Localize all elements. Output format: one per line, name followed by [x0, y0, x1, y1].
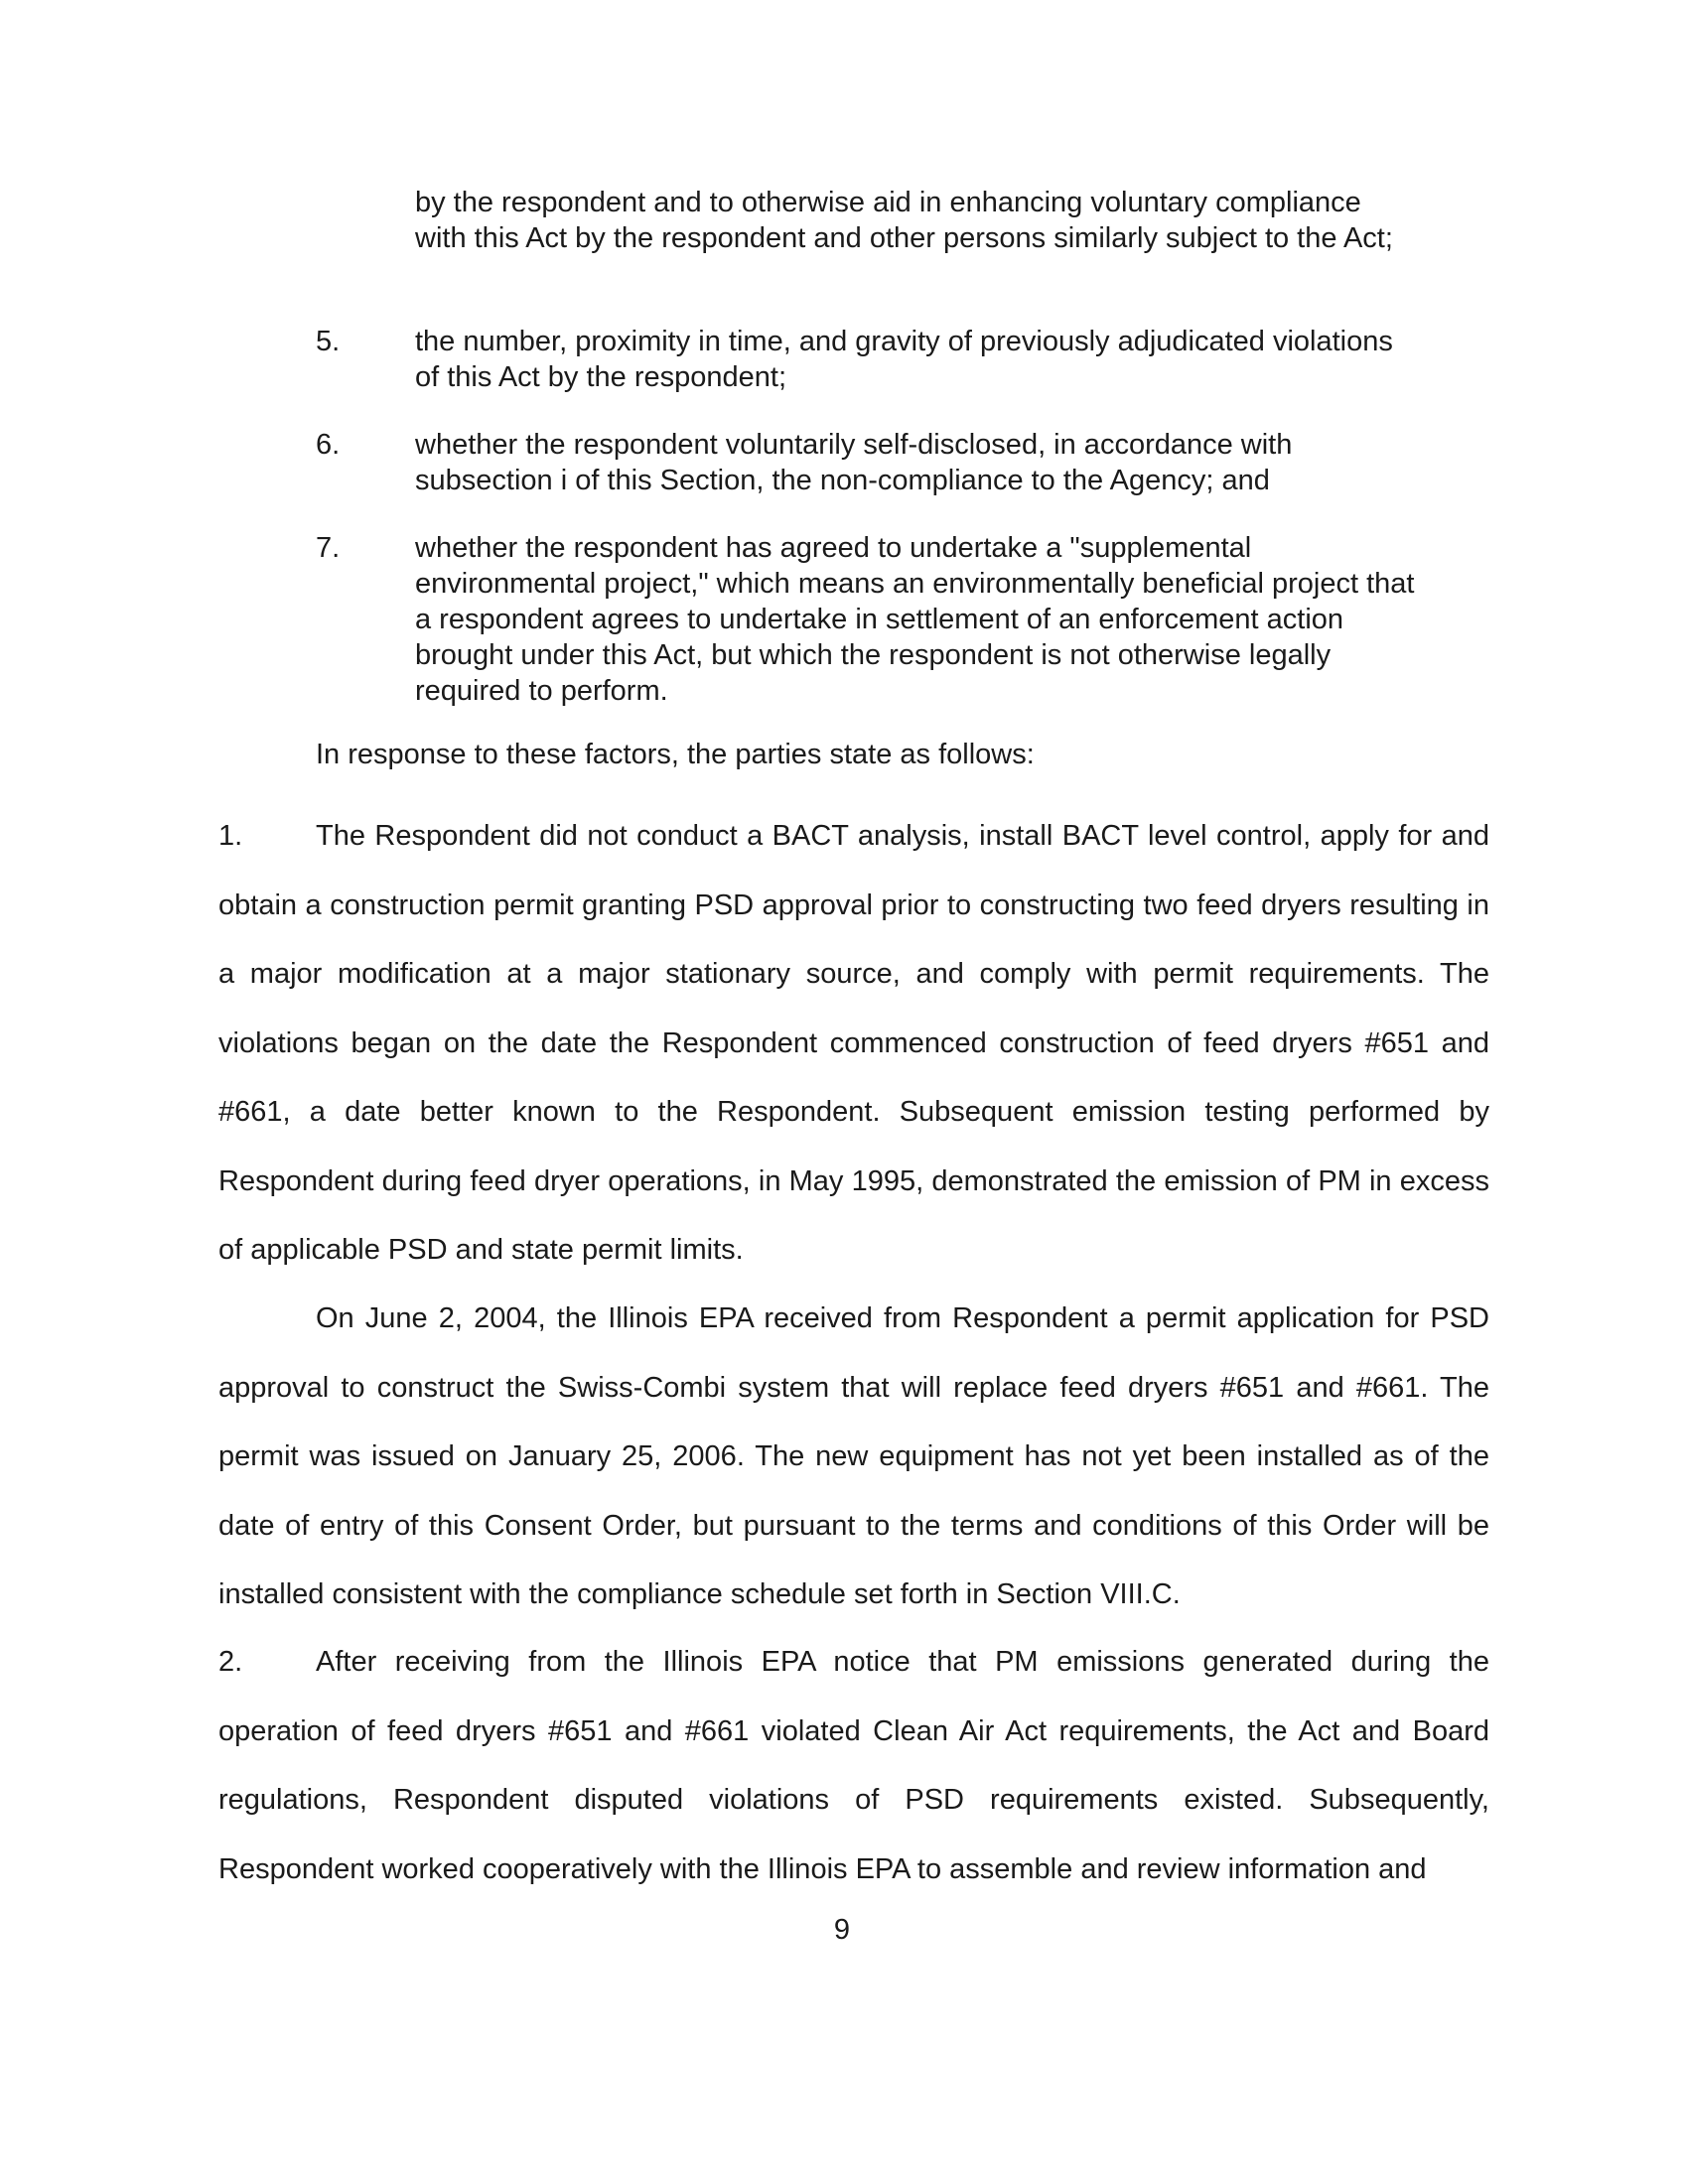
factor-text: whether the respondent voluntarily self-disclosed, in accordance with subsection i of this Section, the non-compliance to the Agency; and	[415, 429, 1293, 496]
paragraph-2	[218, 1628, 1489, 1904]
factor-continuation: by the respondent and to otherwise aid in enhancing voluntary compliance with this Act by the respondent and other persons similarly subject to the Act;	[415, 187, 1393, 254]
paragraph-text: The Respondent did not conduct a BACT analysis, install BACT level control, apply for and obtain a construction permit granting PSD approval prior to constructing two feed dryers resulting in a major modification at a major stationary source, and comply with permit requirements. The violations began on the date the Respondent commenced construction of feed dryers #651 and #661, a date better known to the Respondent. Subsequent emission testing performed by Respondent during feed dryer operations, in May 1995, demonstrated the emission of PM in excess of applicable PSD and state permit limits.	[218, 820, 1489, 1266]
page-number: 9	[833, 1914, 851, 1946]
factor-text: the number, proximity in time, and gravity of previously adjudicated violations of this Act by the respondent;	[415, 326, 1393, 393]
paragraph-text: After receiving from the Illinois EPA notice that PM emissions generated during the operation of feed dryers #651 and #661 violated Clean Air Act requirements, the Act and Board regulations, Respondent disputed violations of PSD requirements existed. Subsequently, Respondent worked cooperatively with the Illinois EPA to assemble and review information and	[218, 1646, 1489, 1885]
factor-number: 5.	[316, 326, 341, 357]
paragraph-number: 1.	[218, 820, 243, 852]
paragraph-1	[218, 802, 1489, 1286]
factor-number: 7.	[316, 532, 341, 564]
factor-text: whether the respondent has agreed to undertake a "supplemental environmental project," which means an environmentally beneficial project that a respondent agrees to undertake in settlement of an enforcement action brought under this Act, but which the respondent is not otherwise legally required to perform.	[415, 532, 1415, 707]
factor-number: 6.	[316, 429, 341, 461]
intro-line: In response to these factors, the parties state as follows:	[316, 739, 1035, 770]
paragraph-number: 2.	[218, 1646, 243, 1678]
paragraph-text: On June 2, 2004, the Illinois EPA received from Respondent a permit application for PSD approval to construct the Swiss-Combi system that will replace feed dryers #651 and #661. The permit was issued on January 25, 2006. The new equipment has not yet been installed as of the date of entry of this Consent Order, but pursuant to the terms and conditions of this Order will be installed consistent with the compliance schedule set forth in Section VIII.C.	[218, 1302, 1489, 1610]
paragraph-1-continued	[218, 1285, 1489, 1630]
